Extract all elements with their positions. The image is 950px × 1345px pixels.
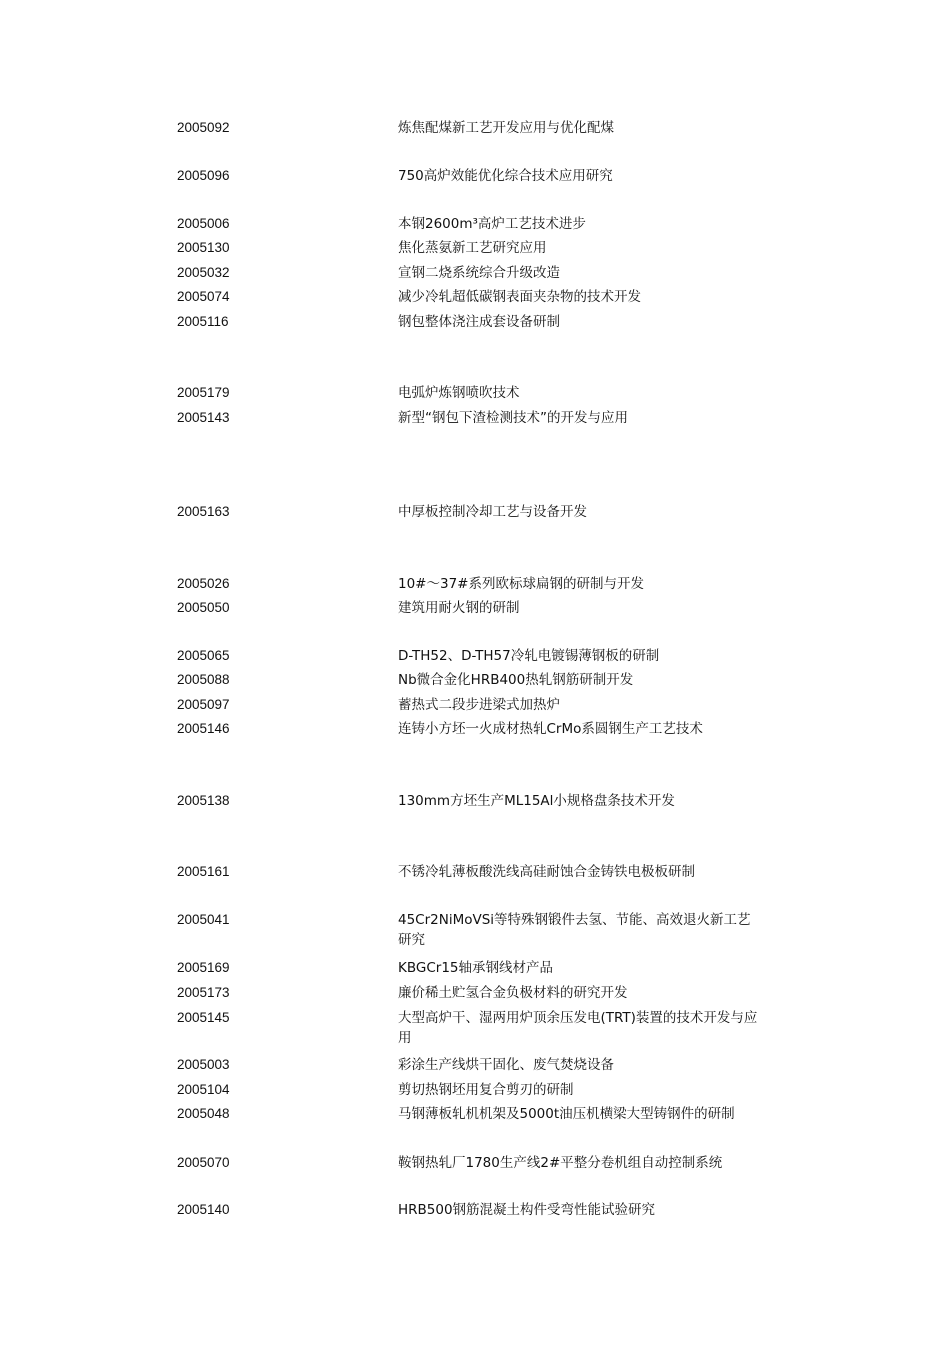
project-code: 2005048	[177, 1106, 230, 1121]
project-title: 彩涂生产线烘干固化、废气焚烧设备	[398, 1057, 614, 1073]
project-title: 廉价稀土贮氢合金负极材料的研究开发	[398, 985, 628, 1001]
project-title: 电弧炉炼钢喷吹技术	[398, 385, 520, 401]
project-title: 新型“钢包下渣检测技术”的开发与应用	[398, 410, 628, 426]
project-code: 2005096	[177, 168, 230, 183]
project-title: 宣钢二烧系统综合升级改造	[398, 265, 560, 281]
project-title: 钢包整体浇注成套设备研制	[398, 314, 560, 330]
project-code: 2005026	[177, 576, 230, 591]
project-code: 2005104	[177, 1082, 230, 1097]
project-title: 马钢薄板轧机机架及5000t油压机横梁大型铸钢件的研制	[398, 1106, 735, 1122]
project-title: KBGCr15轴承钢线材产品	[398, 960, 553, 976]
project-title: 剪切热钢坯用复合剪刃的研制	[398, 1082, 574, 1098]
project-code: 2005140	[177, 1202, 230, 1217]
project-code: 2005138	[177, 793, 230, 808]
project-title: 建筑用耐火钢的研制	[398, 600, 520, 616]
project-title: 130mm方坯生产ML15Al小规格盘条技术开发	[398, 793, 675, 809]
project-code: 2005006	[177, 216, 230, 231]
project-title: 750高炉效能优化综合技术应用研究	[398, 168, 613, 184]
project-title: 本钢2600m³高炉工艺技术进步	[398, 216, 586, 232]
project-title: Nb微合金化HRB400热轧钢筋研制开发	[398, 672, 634, 688]
project-title: 炼焦配煤新工艺开发应用与优化配煤	[398, 120, 614, 136]
project-code: 2005050	[177, 600, 230, 615]
project-code: 2005130	[177, 240, 230, 255]
project-code: 2005097	[177, 697, 230, 712]
project-code: 2005092	[177, 120, 230, 135]
project-code: 2005070	[177, 1155, 230, 1170]
project-code: 2005041	[177, 912, 230, 927]
project-code: 2005145	[177, 1010, 230, 1025]
project-title: 45Cr2NiMoVSi等特殊钢锻件去氢、节能、高效退火新工艺研究	[398, 912, 751, 948]
project-code: 2005143	[177, 410, 230, 425]
project-code: 2005169	[177, 960, 230, 975]
project-title: 蓄热式二段步进梁式加热炉	[398, 697, 560, 713]
project-code: 2005074	[177, 289, 230, 304]
project-code: 2005161	[177, 864, 230, 879]
project-title: D-TH52、D-TH57冷轧电镀锡薄钢板的研制	[398, 648, 660, 664]
project-title: 连铸小方坯一火成材热轧CrMo系圆钢生产工艺技术	[398, 721, 703, 737]
project-title: 10#～37#系列欧标球扁钢的研制与开发	[398, 576, 644, 592]
project-title: 鞍钢热轧厂1780生产线2#平整分卷机组自动控制系统	[398, 1155, 723, 1171]
project-code: 2005088	[177, 672, 230, 687]
project-code: 2005032	[177, 265, 230, 280]
project-title: 中厚板控制冷却工艺与设备开发	[398, 504, 587, 520]
project-code: 2005173	[177, 985, 230, 1000]
project-code: 2005003	[177, 1057, 230, 1072]
project-title: HRB500钢筋混凝土构件受弯性能试验研究	[398, 1202, 656, 1218]
project-title: 不锈冷轧薄板酸洗线高硅耐蚀合金铸铁电极板研制	[398, 864, 695, 880]
project-title: 大型高炉干、湿两用炉顶余压发电(TRT)装置的技术开发与应用	[398, 1010, 758, 1046]
project-title: 减少冷轧超低碳钢表面夹杂物的技术开发	[398, 289, 641, 305]
project-code: 2005116	[177, 314, 229, 329]
project-code: 2005163	[177, 504, 230, 519]
project-code: 2005179	[177, 385, 230, 400]
project-code: 2005065	[177, 648, 230, 663]
project-code: 2005146	[177, 721, 230, 736]
project-title: 焦化蒸氨新工艺研究应用	[398, 240, 547, 256]
